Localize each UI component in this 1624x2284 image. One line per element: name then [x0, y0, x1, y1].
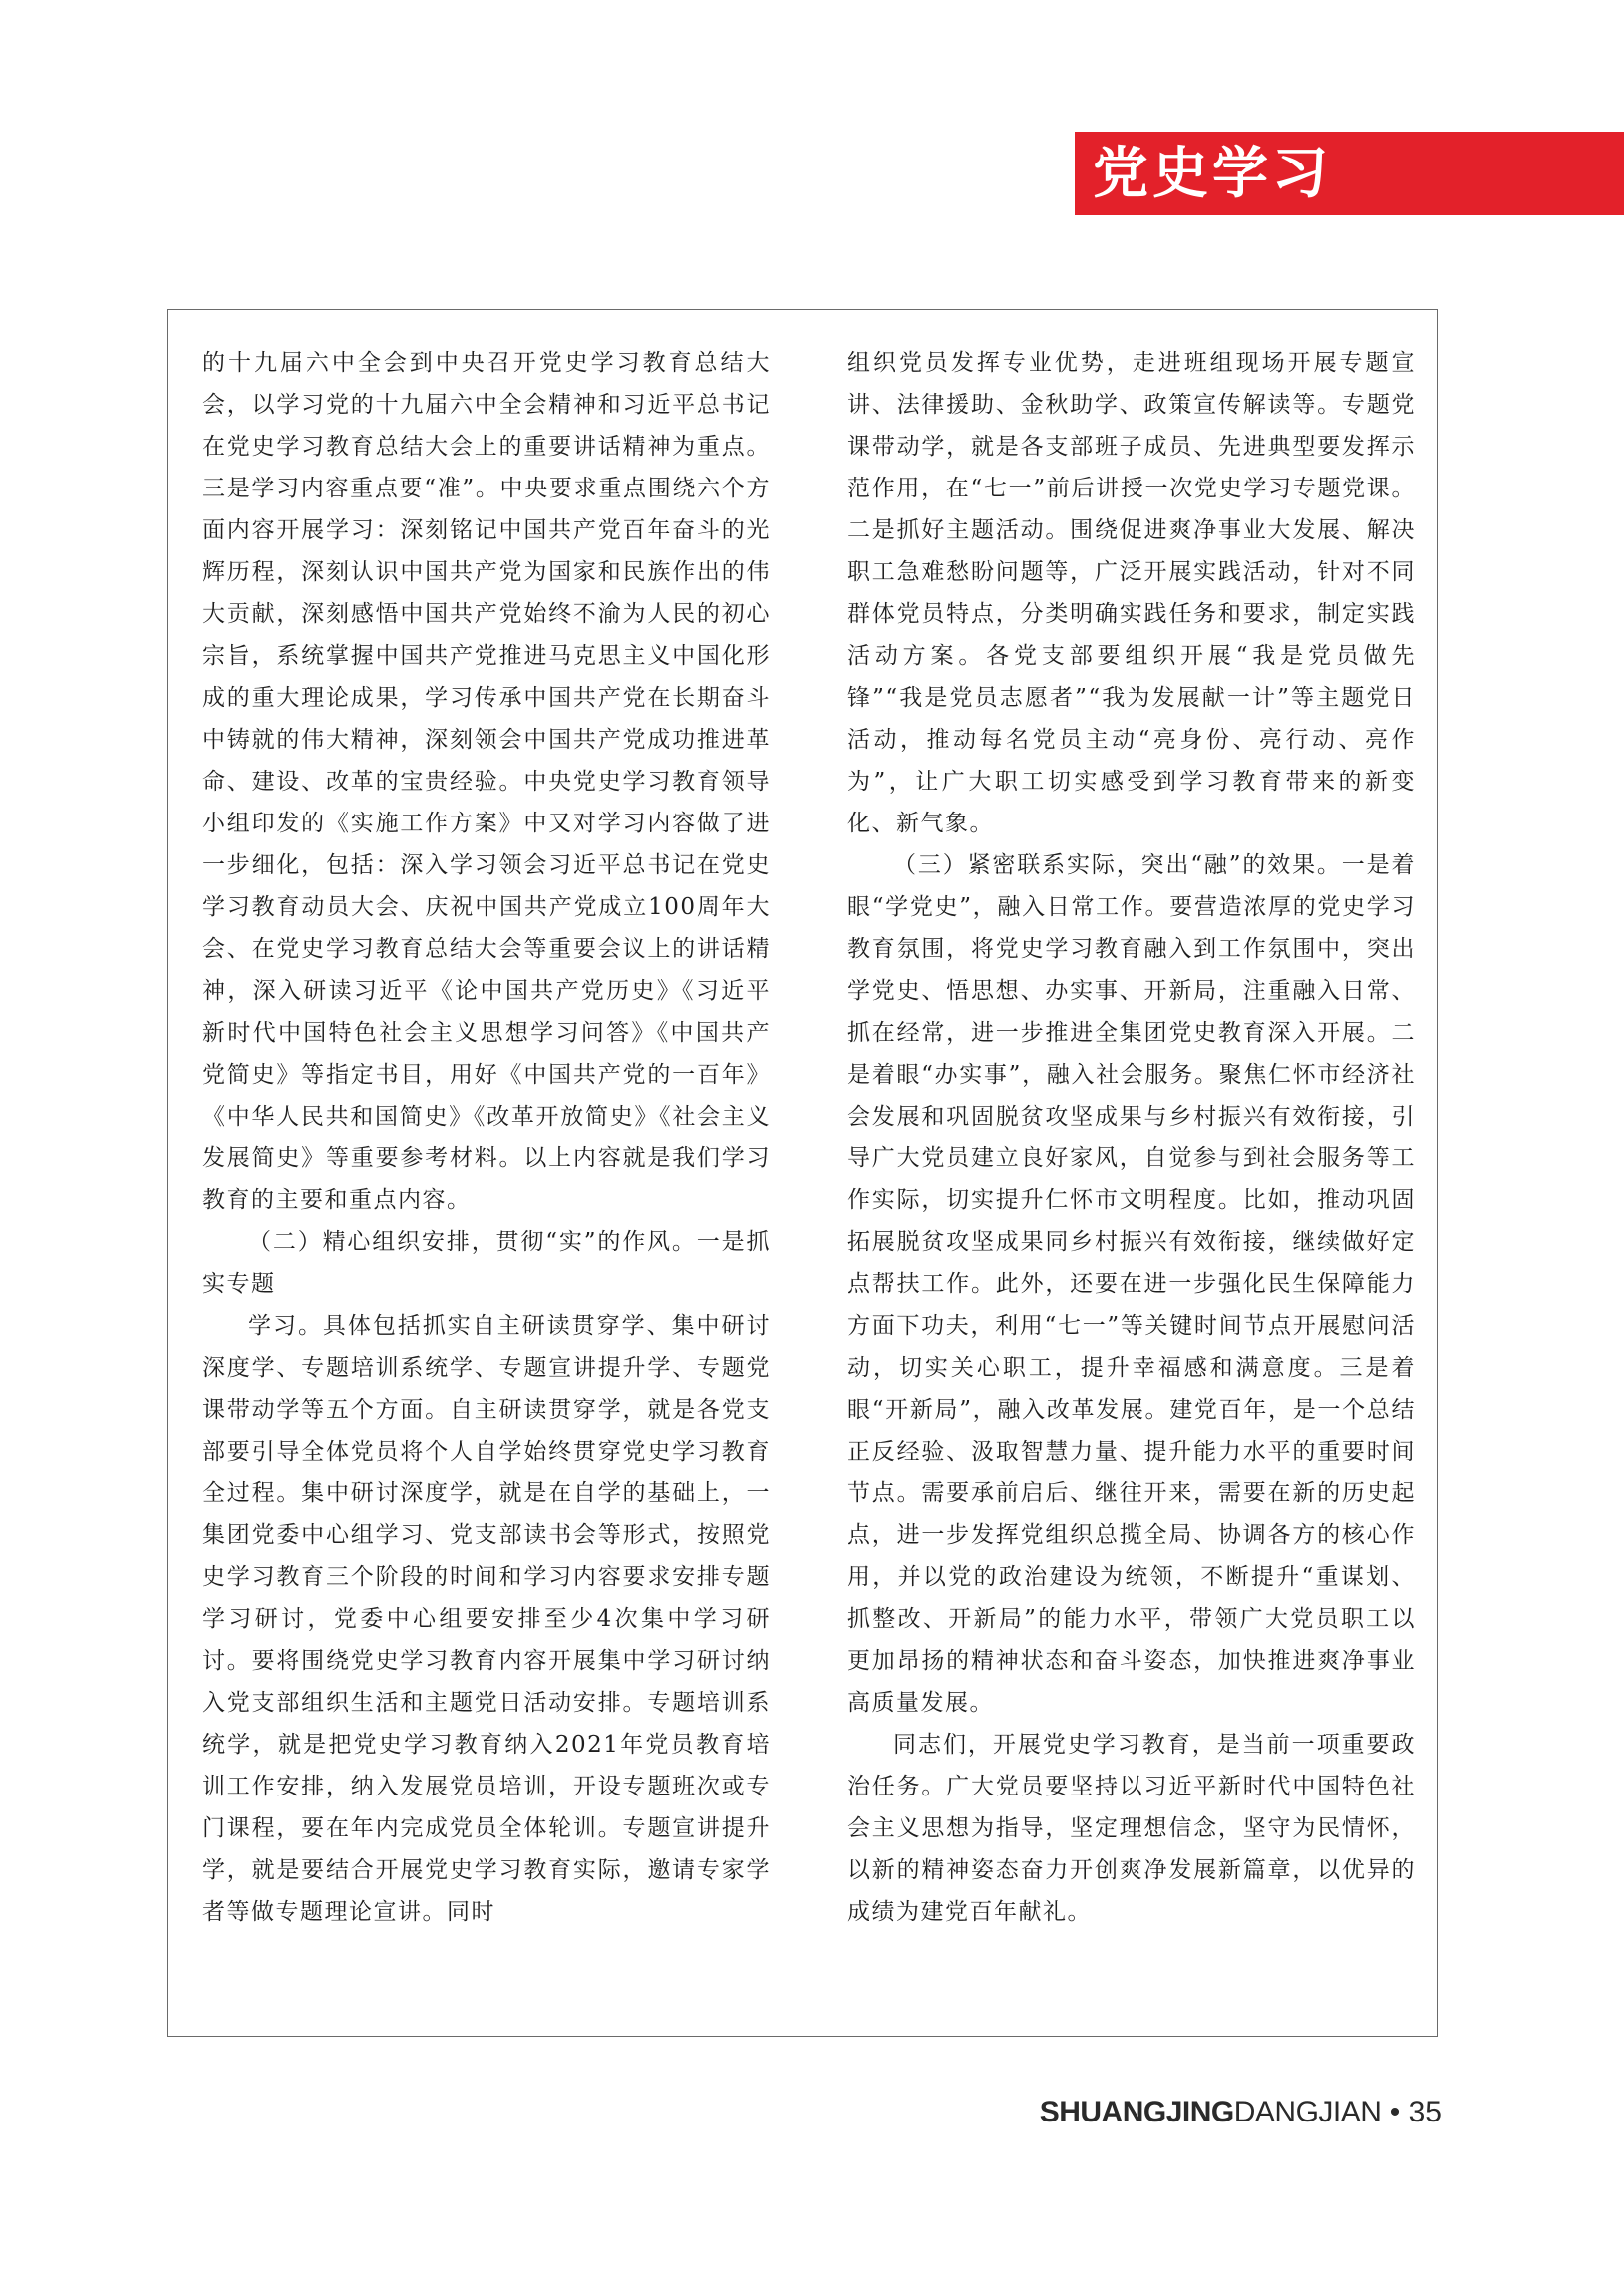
- article-column-left: [202, 342, 771, 1933]
- paragraph: 的十九届六中全会到中央召开党史学习教育总结大会，以学习党的十九届六中全会精神和习近平总书记在党史学习教育总结大会上的重要讲话精神为重点。三是学习内容重点要“准”。中央要求重点围绕六个方面内容开展学习：深刻铭记中国共产党百年奋斗的光辉历程，深刻认识中国共产党为国家和民族作出的伟大贡献，深刻感悟中国共产党始终不渝为人民的初心宗旨，系统掌握中国共产党推进马克思主义中国化形成的重大理论成果，学习传承中国共产党在长期奋斗中铸就的伟大精神，深刻领会中国共产党成功推进革命、建设、改革的宝贵经验。中央党史学习教育领导小组印发的《实施工作方案》中又对学习内容做了进一步细化，包括：深入学习领会习近平总书记在党史学习教育动员大会、庆祝中国共产党成立100周年大会、在党史学习教育总结大会等重要会议上的讲话精神，深入研读习近平《论中国共产党历史》《习近平新时代中国特色社会主义思想学习问答》《中国共产党简史》等指定书目，用好《中国共产党的一百年》《中华人民共和国简史》《改革开放简史》《社会主义发展简史》等重要参考材料。以上内容就是我们学习教育的主要和重点内容。: [202, 350, 771, 1213]
- paragraph: （二）精心组织安排，贯彻“实”的作风。一是抓实专题: [202, 1229, 771, 1297]
- footer-separator: •: [1381, 2096, 1409, 2128]
- section-title: 党史学习: [1093, 141, 1332, 206]
- paragraph: 同志们，开展党史学习教育，是当前一项重要政治任务。广大党员要坚持以习近平新时代中国特色社会主义思想为指导，坚定理想信念，坚守为民情怀，以新的精神姿态奋力开创爽净发展新篇章，以优异的成绩为建党百年献礼。: [847, 1732, 1416, 1925]
- page-footer: [1040, 2096, 1442, 2129]
- footer-brand-light: DANGJIAN: [1233, 2096, 1382, 2128]
- section-banner: [1075, 132, 1624, 215]
- page-number: 35: [1408, 2096, 1442, 2128]
- paragraph: 组织党员发挥专业优势，走进班组现场开展专题宣讲、法律援助、金秋助学、政策宣传解读等。专题党课带动学，就是各支部班子成员、先进典型要发挥示范作用，在“七一”前后讲授一次党史学习专题党课。二是抓好主题活动。围绕促进爽净事业大发展、解决职工急难愁盼问题等，广泛开展实践活动，针对不同群体党员特点，分类明确实践任务和要求，制定实践活动方案。各党支部要组织开展“我是党员做先锋”“我是党员志愿者”“我为发展献一计”等主题党日活动，推动每名党员主动“亮身份、亮行动、亮作为”，让广大职工切实感受到学习教育带来的新变化、新气象。: [847, 350, 1416, 836]
- article-frame: [167, 309, 1438, 2037]
- footer-brand-bold: SHUANGJING: [1039, 2096, 1234, 2128]
- paragraph: （三）紧密联系实际，突出“融”的效果。一是着眼“学党史”，融入日常工作。要营造浓厚的党史学习教育氛围，将党史学习教育融入到工作氛围中，突出学党史、悟思想、办实事、开新局，注重融入日常、抓在经常，进一步推进全集团党史教育深入开展。二是着眼“办实事”，融入社会服务。聚焦仁怀市经济社会发展和巩固脱贫攻坚成果与乡村振兴有效衔接，引导广大党员建立良好家风，自觉参与到社会服务等工作实际，切实提升仁怀市文明程度。比如，推动巩固拓展脱贫攻坚成果同乡村振兴有效衔接，继续做好定点帮扶工作。此外，还要在进一步强化民生保障能力方面下功夫，利用“七一”等关键时间节点开展慰问活动，切实关心职工，提升幸福感和满意度。三是着眼“开新局”，融入改革发展。建党百年，是一个总结正反经验、汲取智慧力量、提升能力水平的重要时间节点。需要承前启后、继往开来，需要在新的历史起点，进一步发挥党组织总揽全局、协调各方的核心作用，并以党的政治建设为统领，不断提升“重谋划、抓整改、开新局”的能力水平，带领广大党员职工以更加昂扬的精神状态和奋斗姿态，加快推进爽净事业高质量发展。: [847, 852, 1416, 1716]
- article-column-right: [847, 342, 1416, 1933]
- paragraph: 学习。具体包括抓实自主研读贯穿学、集中研讨深度学、专题培训系统学、专题宣讲提升学、专题党课带动学等五个方面。自主研读贯穿学，就是各党支部要引导全体党员将个人自学始终贯穿党史学习教育全过程。集中研讨深度学，就是在自学的基础上，一集团党委中心组学习、党支部读书会等形式，按照党史学习教育三个阶段的时间和学习内容要求安排专题学习研讨，党委中心组要安排至少4次集中学习研讨。要将围绕党史学习教育内容开展集中学习研讨纳入党支部组织生活和主题党日活动安排。专题培训系统学，就是把党史学习教育纳入2021年党员教育培训工作安排，纳入发展党员培训，开设专题班次或专门课程，要在年内完成党员全体轮训。专题宣讲提升学，就是要结合开展党史学习教育实际，邀请专家学者等做专题理论宣讲。同时: [202, 1313, 771, 1925]
